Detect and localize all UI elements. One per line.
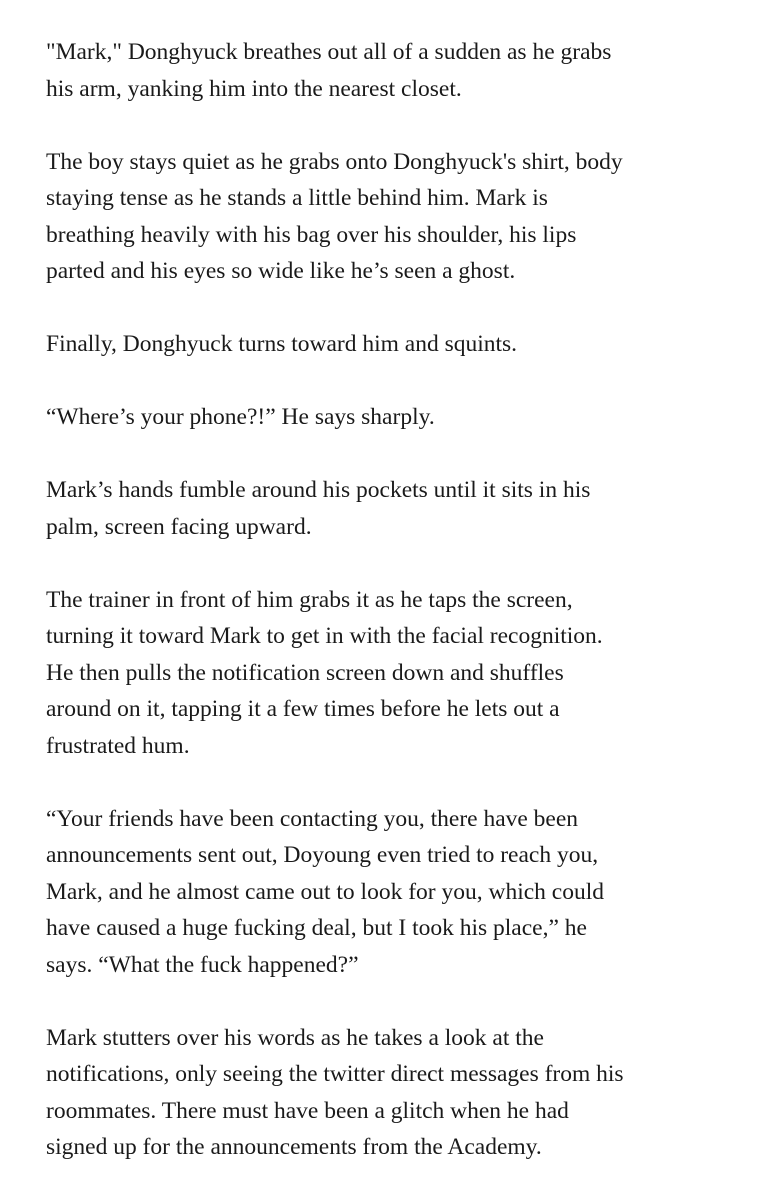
text-line: Mark, and he almost came out to look for you, which could (46, 878, 604, 905)
text-line: The boy stays quiet as he grabs onto Donghyuck's shirt, body (46, 148, 623, 175)
text-line: breathing heavily with his bag over his shoulder, his lips (46, 221, 577, 248)
text-line: “Where’s your phone?!” He says sharply. (46, 404, 435, 430)
text-line: turning it toward Mark to get in with the facial recognition. (46, 623, 603, 649)
text-line: Mark’s hands fumble around his pockets until it sits in his (46, 477, 591, 503)
text-line: frustrated hum. (46, 732, 190, 759)
paragraph-6 (46, 582, 736, 765)
text-line: notifications, only seeing the twitter direct messages from his (46, 1061, 624, 1087)
text-line: "Mark," Donghyuck breathes out all of a sudden as he grabs (46, 39, 612, 65)
text-line: roommates. There must have been a glitch when he had (46, 1097, 569, 1124)
text-line: says. “What the fuck happened?” (46, 951, 359, 978)
text-line: “Your friends have been contacting you, there have been (46, 805, 579, 832)
paragraph-1 (46, 34, 736, 107)
text-line: around on it, tapping it a few times before he lets out a (46, 696, 560, 722)
paragraph-2 (46, 144, 736, 290)
text-line: Finally, Donghyuck turns toward him and squints. (46, 331, 518, 357)
paragraph-7 (46, 801, 736, 984)
paragraph-8 (46, 1020, 736, 1166)
text-line: staying tense as he stands a little behind him. Mark is (46, 185, 548, 211)
paragraph-4 (46, 399, 736, 436)
text-line: have caused a huge fucking deal, but I took his place,” he (46, 915, 587, 941)
text-line: The trainer in front of him grabs it as he taps the screen, (46, 586, 573, 613)
paragraph-5 (46, 472, 736, 545)
text-line: He then pulls the notification screen down and shuffles (46, 659, 564, 686)
text-line: his arm, yanking him into the nearest closet. (46, 75, 462, 102)
paragraph-3 (46, 326, 736, 363)
text-line: signed up for the announcements from the Academy. (46, 1134, 542, 1160)
text-line: palm, screen facing upward. (46, 513, 312, 540)
text-line: announcements sent out, Doyoung even tried to reach you, (46, 842, 599, 868)
text-line: Mark stutters over his words as he takes a look at the (46, 1024, 544, 1051)
story-text (46, 34, 736, 1202)
text-line: parted and his eyes so wide like he’s seen a ghost. (46, 258, 516, 284)
